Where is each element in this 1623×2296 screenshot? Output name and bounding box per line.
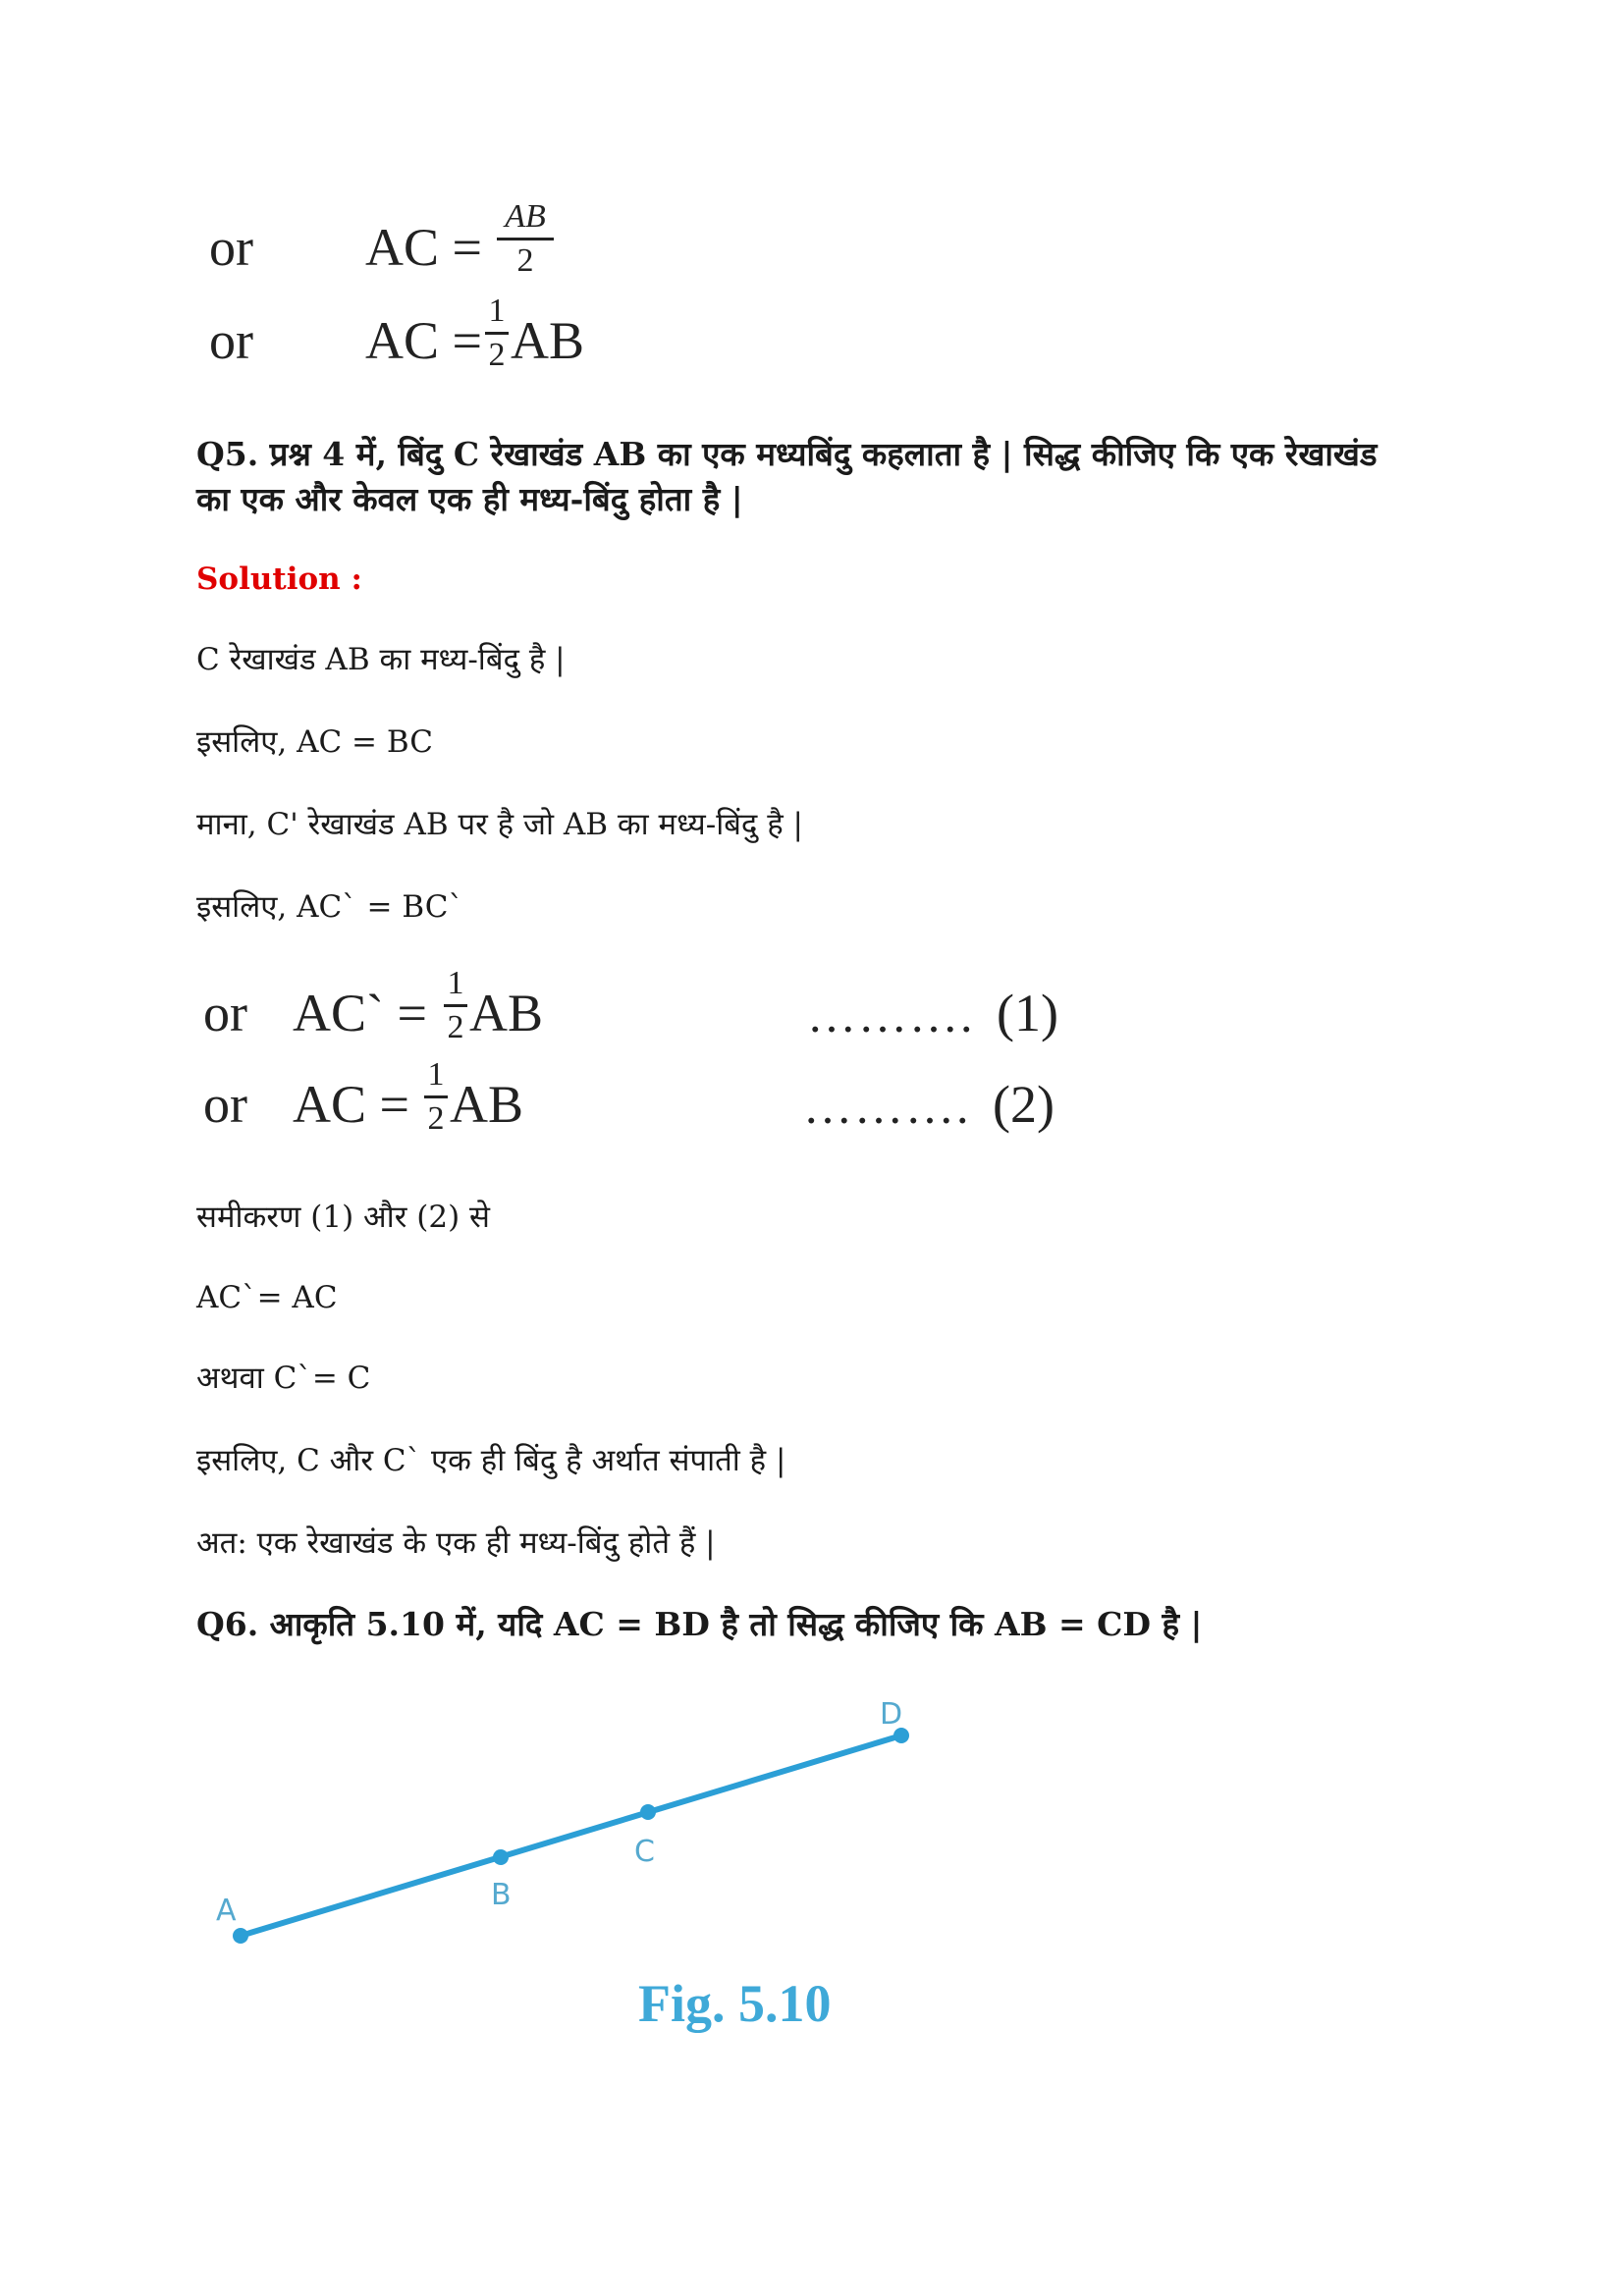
fraction xyxy=(424,1058,448,1136)
equation-reference: (1) xyxy=(997,984,1058,1042)
solution-line: इसलिए, C और C` एक ही बिंदु है अर्थात संपाती है | xyxy=(196,1443,786,1478)
or-label: or xyxy=(209,311,253,370)
solution-line: AC`= AC xyxy=(196,1280,338,1315)
solution-line: C रेखाखंड AB का मध्य-बिंदु है | xyxy=(196,642,566,677)
equation-lhs: AC = xyxy=(365,311,482,370)
question-6: Q6. आकृति 5.10 में, यदि AC = BD है तो सिद्ध कीजिए कि AB = CD है | xyxy=(196,1605,1203,1643)
line-segment-ad xyxy=(241,1735,901,1936)
leader-dots: ………. xyxy=(807,988,975,1042)
or-label: or xyxy=(203,1075,247,1134)
solution-line: अथवा C`= C xyxy=(196,1361,371,1396)
question-5 xyxy=(196,432,1473,522)
fraction-bar xyxy=(444,1004,467,1007)
equation-reference: (2) xyxy=(993,1075,1055,1134)
fraction-bar xyxy=(497,238,554,240)
point-b-marker xyxy=(493,1849,509,1865)
or-label: or xyxy=(209,218,253,277)
point-a-marker xyxy=(233,1928,248,1944)
fraction-numerator: 1 xyxy=(427,1056,445,1093)
or-label: or xyxy=(203,984,247,1042)
figure-caption: Fig. 5.10 xyxy=(638,1974,832,2033)
fraction-denominator: 2 xyxy=(488,337,506,373)
solution-line: अत: एक रेखाखंड के एक ही मध्य-बिंदु होते हैं | xyxy=(196,1525,716,1561)
point-c-label: C xyxy=(634,1835,655,1869)
fraction-denominator: 2 xyxy=(427,1100,445,1137)
solution-label: Solution : xyxy=(196,561,362,597)
point-d-label: D xyxy=(880,1697,903,1732)
solution-line: माना, C' रेखाखंड AB पर है जो AB का मध्य-बिंदु है | xyxy=(196,807,803,842)
equation-lhs: AC = xyxy=(293,1075,409,1134)
fraction-numerator: 1 xyxy=(447,965,464,1001)
fraction-numerator: 1 xyxy=(488,293,506,329)
fraction-denominator: 2 xyxy=(447,1009,464,1045)
solution-line: इसलिए, AC = BC xyxy=(196,724,433,760)
equation-rhs: AB xyxy=(450,1075,524,1134)
fraction xyxy=(485,294,509,372)
fraction-numerator: AB xyxy=(505,198,546,235)
fraction-bar xyxy=(485,332,509,335)
equation-rhs: AB xyxy=(469,984,544,1042)
leader-dots: ………. xyxy=(803,1079,971,1134)
solution-line: समीकरण (1) और (2) से xyxy=(196,1200,491,1235)
equation-rhs: AB xyxy=(511,311,585,370)
question-5-line-2: का एक और केवल एक ही मध्य-बिंदु होता है | xyxy=(196,480,743,518)
fraction-denominator: 2 xyxy=(516,242,534,279)
question-5-line-1: Q5. प्रश्न 4 में, बिंदु C रेखाखंड AB का एक मध्यबिंदु कहलाता है | सिद्ध कीजिए कि एक रेखाखंड xyxy=(196,435,1378,473)
figure-5-10 xyxy=(196,1669,943,1963)
solution-line: इसलिए, AC` = BC` xyxy=(196,889,463,925)
fraction xyxy=(444,967,467,1044)
equation-lhs: AC` = xyxy=(293,984,427,1042)
fraction xyxy=(497,200,554,278)
point-a-label: A xyxy=(216,1894,237,1928)
point-c-marker xyxy=(640,1804,656,1820)
equation-lhs: AC = xyxy=(365,218,482,277)
point-b-label: B xyxy=(491,1878,512,1912)
fraction-bar xyxy=(424,1095,448,1098)
